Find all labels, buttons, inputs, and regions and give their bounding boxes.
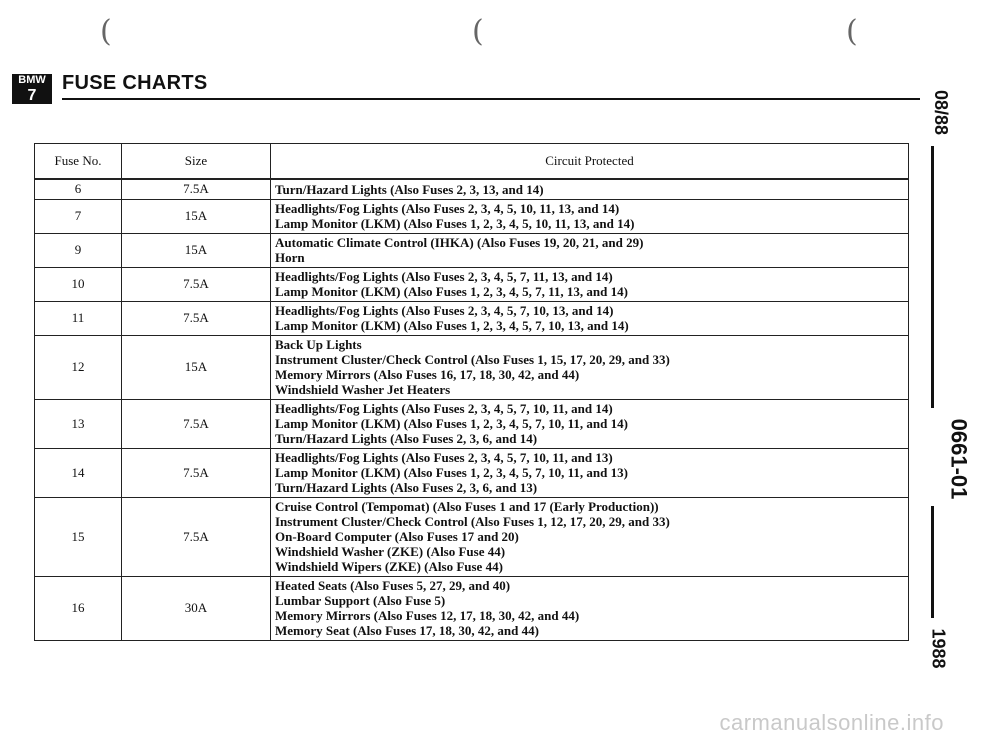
circuits-protected xyxy=(271,301,909,335)
circuit-line: Windshield Washer Jet Heaters xyxy=(275,382,451,397)
circuit-line: Memory Seat (Also Fuses 17, 18, 30, 42, and 44) xyxy=(275,623,539,638)
table-row xyxy=(35,497,909,576)
circuit-line: Turn/Hazard Lights (Also Fuses 2, 3, 6, and 13) xyxy=(275,480,538,495)
scan-mark-left: ( xyxy=(100,14,112,49)
circuit-line: Automatic Climate Control (IHKA) (Also Fuses 19, 20, 21, and 29) xyxy=(275,235,644,250)
fuse-number: 11 xyxy=(35,301,122,335)
circuit-line: Headlights/Fog Lights (Also Fuses 2, 3, 4, 5, 10, 11, 13, and 14) xyxy=(275,201,620,216)
fuse-size: 7.5A xyxy=(122,301,271,335)
circuit-line: On-Board Computer (Also Fuses 17 and 20) xyxy=(275,529,519,544)
circuit-line: Lumbar Support (Also Fuse 5) xyxy=(275,593,446,608)
circuit-line: Lamp Monitor (LKM) (Also Fuses 1, 2, 3, 4, 5, 7, 10, 11, and 14) xyxy=(275,416,628,431)
fuse-number: 6 xyxy=(35,179,122,199)
fuse-size: 7.5A xyxy=(122,179,271,199)
circuit-line: Lamp Monitor (LKM) (Also Fuses 1, 2, 3, 4, 5, 7, 10, 13, and 14) xyxy=(275,318,629,333)
table-row xyxy=(35,448,909,497)
scan-mark-center: ( xyxy=(472,14,484,49)
fuse-number: 14 xyxy=(35,448,122,497)
table-row xyxy=(35,576,909,640)
column-header-size: Size xyxy=(122,144,271,180)
fuse-size: 7.5A xyxy=(122,399,271,448)
circuits-protected xyxy=(271,179,909,199)
circuit-line: Lamp Monitor (LKM) (Also Fuses 1, 2, 3, 4, 5, 7, 11, 13, and 14) xyxy=(275,284,628,299)
circuit-line: Lamp Monitor (LKM) (Also Fuses 1, 2, 3, 4, 5, 7, 10, 11, and 13) xyxy=(275,465,628,480)
sidebar-date: 08/88 xyxy=(931,89,952,136)
circuit-line: Headlights/Fog Lights (Also Fuses 2, 3, 4, 5, 7, 10, 11, and 14) xyxy=(275,401,613,416)
sidebar-line-1 xyxy=(931,146,934,408)
circuit-line: Instrument Cluster/Check Control (Also Fuses 1, 15, 17, 20, 29, and 33) xyxy=(275,352,670,367)
circuits-protected xyxy=(271,335,909,399)
circuits-protected xyxy=(271,576,909,640)
table-row xyxy=(35,399,909,448)
fuse-size: 15A xyxy=(122,233,271,267)
fuse-table-body xyxy=(35,179,909,640)
bmw-7-logo xyxy=(12,74,54,104)
circuit-line: Turn/Hazard Lights (Also Fuses 2, 3, 13, and 14) xyxy=(275,181,544,197)
fuse-size: 7.5A xyxy=(122,267,271,301)
fuse-size: 15A xyxy=(122,335,271,399)
column-header-fuse-no: Fuse No. xyxy=(35,144,122,180)
circuit-line: Headlights/Fog Lights (Also Fuses 2, 3, 4, 5, 7, 10, 13, and 14) xyxy=(275,303,614,318)
circuit-line: Headlights/Fog Lights (Also Fuses 2, 3, 4, 5, 7, 10, 11, and 13) xyxy=(275,450,613,465)
circuit-line: Cruise Control (Tempomat) (Also Fuses 1 and 17 (Early Production)) xyxy=(275,499,659,514)
circuits-protected xyxy=(271,199,909,233)
table-row xyxy=(35,179,909,199)
circuit-line: Instrument Cluster/Check Control (Also Fuses 1, 12, 17, 20, 29, and 33) xyxy=(275,514,670,529)
circuits-protected xyxy=(271,233,909,267)
fuse-size: 30A xyxy=(122,576,271,640)
circuits-protected xyxy=(271,497,909,576)
fuse-size: 7.5A xyxy=(122,448,271,497)
table-row xyxy=(35,335,909,399)
circuit-line: Windshield Wipers (ZKE) (Also Fuse 44) xyxy=(275,559,503,574)
circuit-line: Lamp Monitor (LKM) (Also Fuses 1, 2, 3, 4, 5, 10, 11, 13, and 14) xyxy=(275,216,635,231)
table-header-row xyxy=(35,144,909,180)
fuse-size: 7.5A xyxy=(122,497,271,576)
logo-series: 7 xyxy=(12,87,52,104)
column-header-circuit: Circuit Protected xyxy=(271,144,909,180)
fuse-number: 10 xyxy=(35,267,122,301)
circuit-line: Back Up Lights xyxy=(275,337,362,352)
page-title: FUSE CHARTS xyxy=(62,72,208,94)
page-sidebar xyxy=(918,86,972,676)
circuit-line: Memory Mirrors (Also Fuses 16, 17, 18, 30, 42, and 44) xyxy=(275,367,580,382)
sidebar-line-2 xyxy=(931,506,934,618)
logo-brand: BMW xyxy=(12,74,52,87)
table-row xyxy=(35,301,909,335)
watermark-text: carmanualsonline.info xyxy=(719,710,944,735)
sidebar-code: 0661-01 xyxy=(946,418,972,500)
table-row xyxy=(35,233,909,267)
circuit-line: Turn/Hazard Lights (Also Fuses 2, 3, 6, and 14) xyxy=(275,431,538,446)
table-row xyxy=(35,267,909,301)
fuse-number: 12 xyxy=(35,335,122,399)
circuit-line: Headlights/Fog Lights (Also Fuses 2, 3, 4, 5, 7, 11, 13, and 14) xyxy=(275,269,613,284)
fuse-size: 15A xyxy=(122,199,271,233)
table-row xyxy=(35,199,909,233)
header-rule xyxy=(62,98,920,100)
circuit-line: Memory Mirrors (Also Fuses 12, 17, 18, 30, 42, and 44) xyxy=(275,608,580,623)
circuits-protected xyxy=(271,448,909,497)
fuse-number: 9 xyxy=(35,233,122,267)
page-header xyxy=(12,72,920,104)
fuse-number: 7 xyxy=(35,199,122,233)
circuit-line: Horn xyxy=(275,250,305,265)
circuits-protected xyxy=(271,267,909,301)
circuit-line: Windshield Washer (ZKE) (Also Fuse 44) xyxy=(275,544,506,559)
circuit-line: Heated Seats (Also Fuses 5, 27, 29, and 40) xyxy=(275,578,511,593)
circuits-protected xyxy=(271,399,909,448)
fuse-number: 16 xyxy=(35,576,122,640)
scan-mark-right: ( xyxy=(846,14,858,49)
fuse-number: 13 xyxy=(35,399,122,448)
fuse-number: 15 xyxy=(35,497,122,576)
fuse-chart-table xyxy=(34,143,909,641)
sidebar-year: 1988 xyxy=(928,628,949,669)
